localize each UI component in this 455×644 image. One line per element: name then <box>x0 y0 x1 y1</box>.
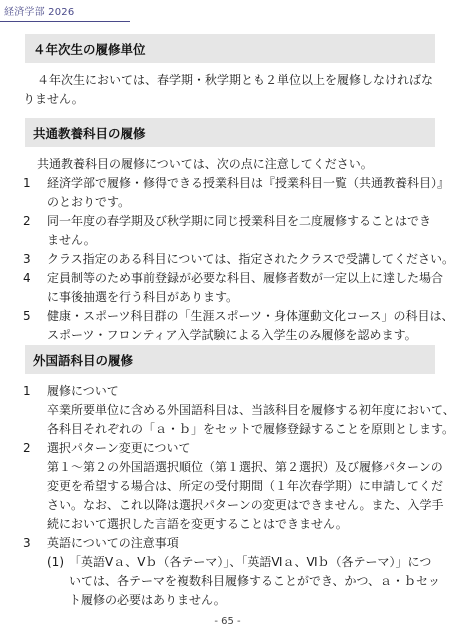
paragraph-line: ４年次生においては、春学期・秋学期とも２単位以上を履修しなければな <box>37 73 434 87</box>
list-item-heading: 英語についての注意事項 <box>47 536 179 550</box>
section-title-common: 共通教養科目の履修 <box>25 118 435 147</box>
list-item-line: 各科目それぞれの「ａ・ｂ」をセットで履修登録することを原則とします。 <box>47 422 455 436</box>
item-number: 2 <box>23 214 31 228</box>
list-item-line: 卒業所要単位に含める外国語科目は、当該科目を履修する初年度において、 <box>47 403 455 417</box>
list-item-line: ません。 <box>47 233 96 247</box>
item-number: 4 <box>23 271 31 285</box>
item-number: 3 <box>23 252 31 266</box>
list-item-line: 同一年度の春学期及び秋学期に同じ授業科目を二度履修することはでき <box>47 214 432 228</box>
list-item-line: 変更を希望する場合は、所定の受付期間（１年次春学期）に申請してくだ <box>47 479 444 493</box>
list-item-line: に事後抽選を行う科目があります。 <box>47 290 239 304</box>
list-item-line: クラス指定のある科目については、指定されたクラスで受講してください。 <box>47 252 455 266</box>
item-number: 2 <box>23 441 31 455</box>
list-item-line: 続において選択した言語を変更することはできません。 <box>47 517 348 531</box>
item-number: 1 <box>23 384 31 398</box>
list-item-line: 健康・スポーツ科目群の「生涯スポーツ・身体運動文化コース」の科目は、 <box>47 309 454 323</box>
sub-item-line: ト履修の必要はありません。 <box>69 593 226 607</box>
page-number: - 65 - <box>214 616 241 627</box>
sub-item-number: (1) <box>47 555 64 569</box>
paragraph-intro: 共通教養科目の履修については、次の点に注意してください。 <box>37 157 373 171</box>
list-item-line: さい。なお、これ以降は選択パターンの変更はできません。また、入学手 <box>47 498 444 512</box>
list-item-line: のとおりです。 <box>47 195 131 209</box>
item-number: 5 <box>23 309 31 323</box>
section-title-year4: ４年次生の履修単位 <box>25 34 435 63</box>
header-rule <box>0 21 130 22</box>
list-item-heading: 選択パターン変更について <box>47 441 191 455</box>
list-item-line: 定員制等のため事前登録が必要な科目、履修者数が一定以上に達した場合 <box>47 271 444 285</box>
list-item-heading: 履修について <box>47 384 119 398</box>
section-title-foreign: 外国語科目の履修 <box>25 345 435 374</box>
list-item-line: スポーツ・フロンティア入学試験による入学生のみ履修を認めます。 <box>47 328 417 342</box>
list-item-line: 経済学部で履修・修得できる授業科目は『授業科目一覧（共通教養科目）』 <box>47 176 450 190</box>
item-number: 3 <box>23 536 31 550</box>
list-item-line: 第１～第２の外国語選択順位（第１選択、第２選択）及び履修パターンの <box>47 460 443 474</box>
sub-item-line: 「英語Ⅴａ、Ⅴｂ（各テーマ）」、「英語Ⅵａ、Ⅵｂ（各テーマ）」につ <box>69 555 432 569</box>
item-number: 1 <box>23 176 31 190</box>
header-label: 経済学部 2026 <box>4 7 75 18</box>
paragraph-line: りません。 <box>23 92 84 106</box>
sub-item-line: いては、各テーマを複数科目履修することができ、かつ、ａ・ｂセッ <box>69 574 441 588</box>
